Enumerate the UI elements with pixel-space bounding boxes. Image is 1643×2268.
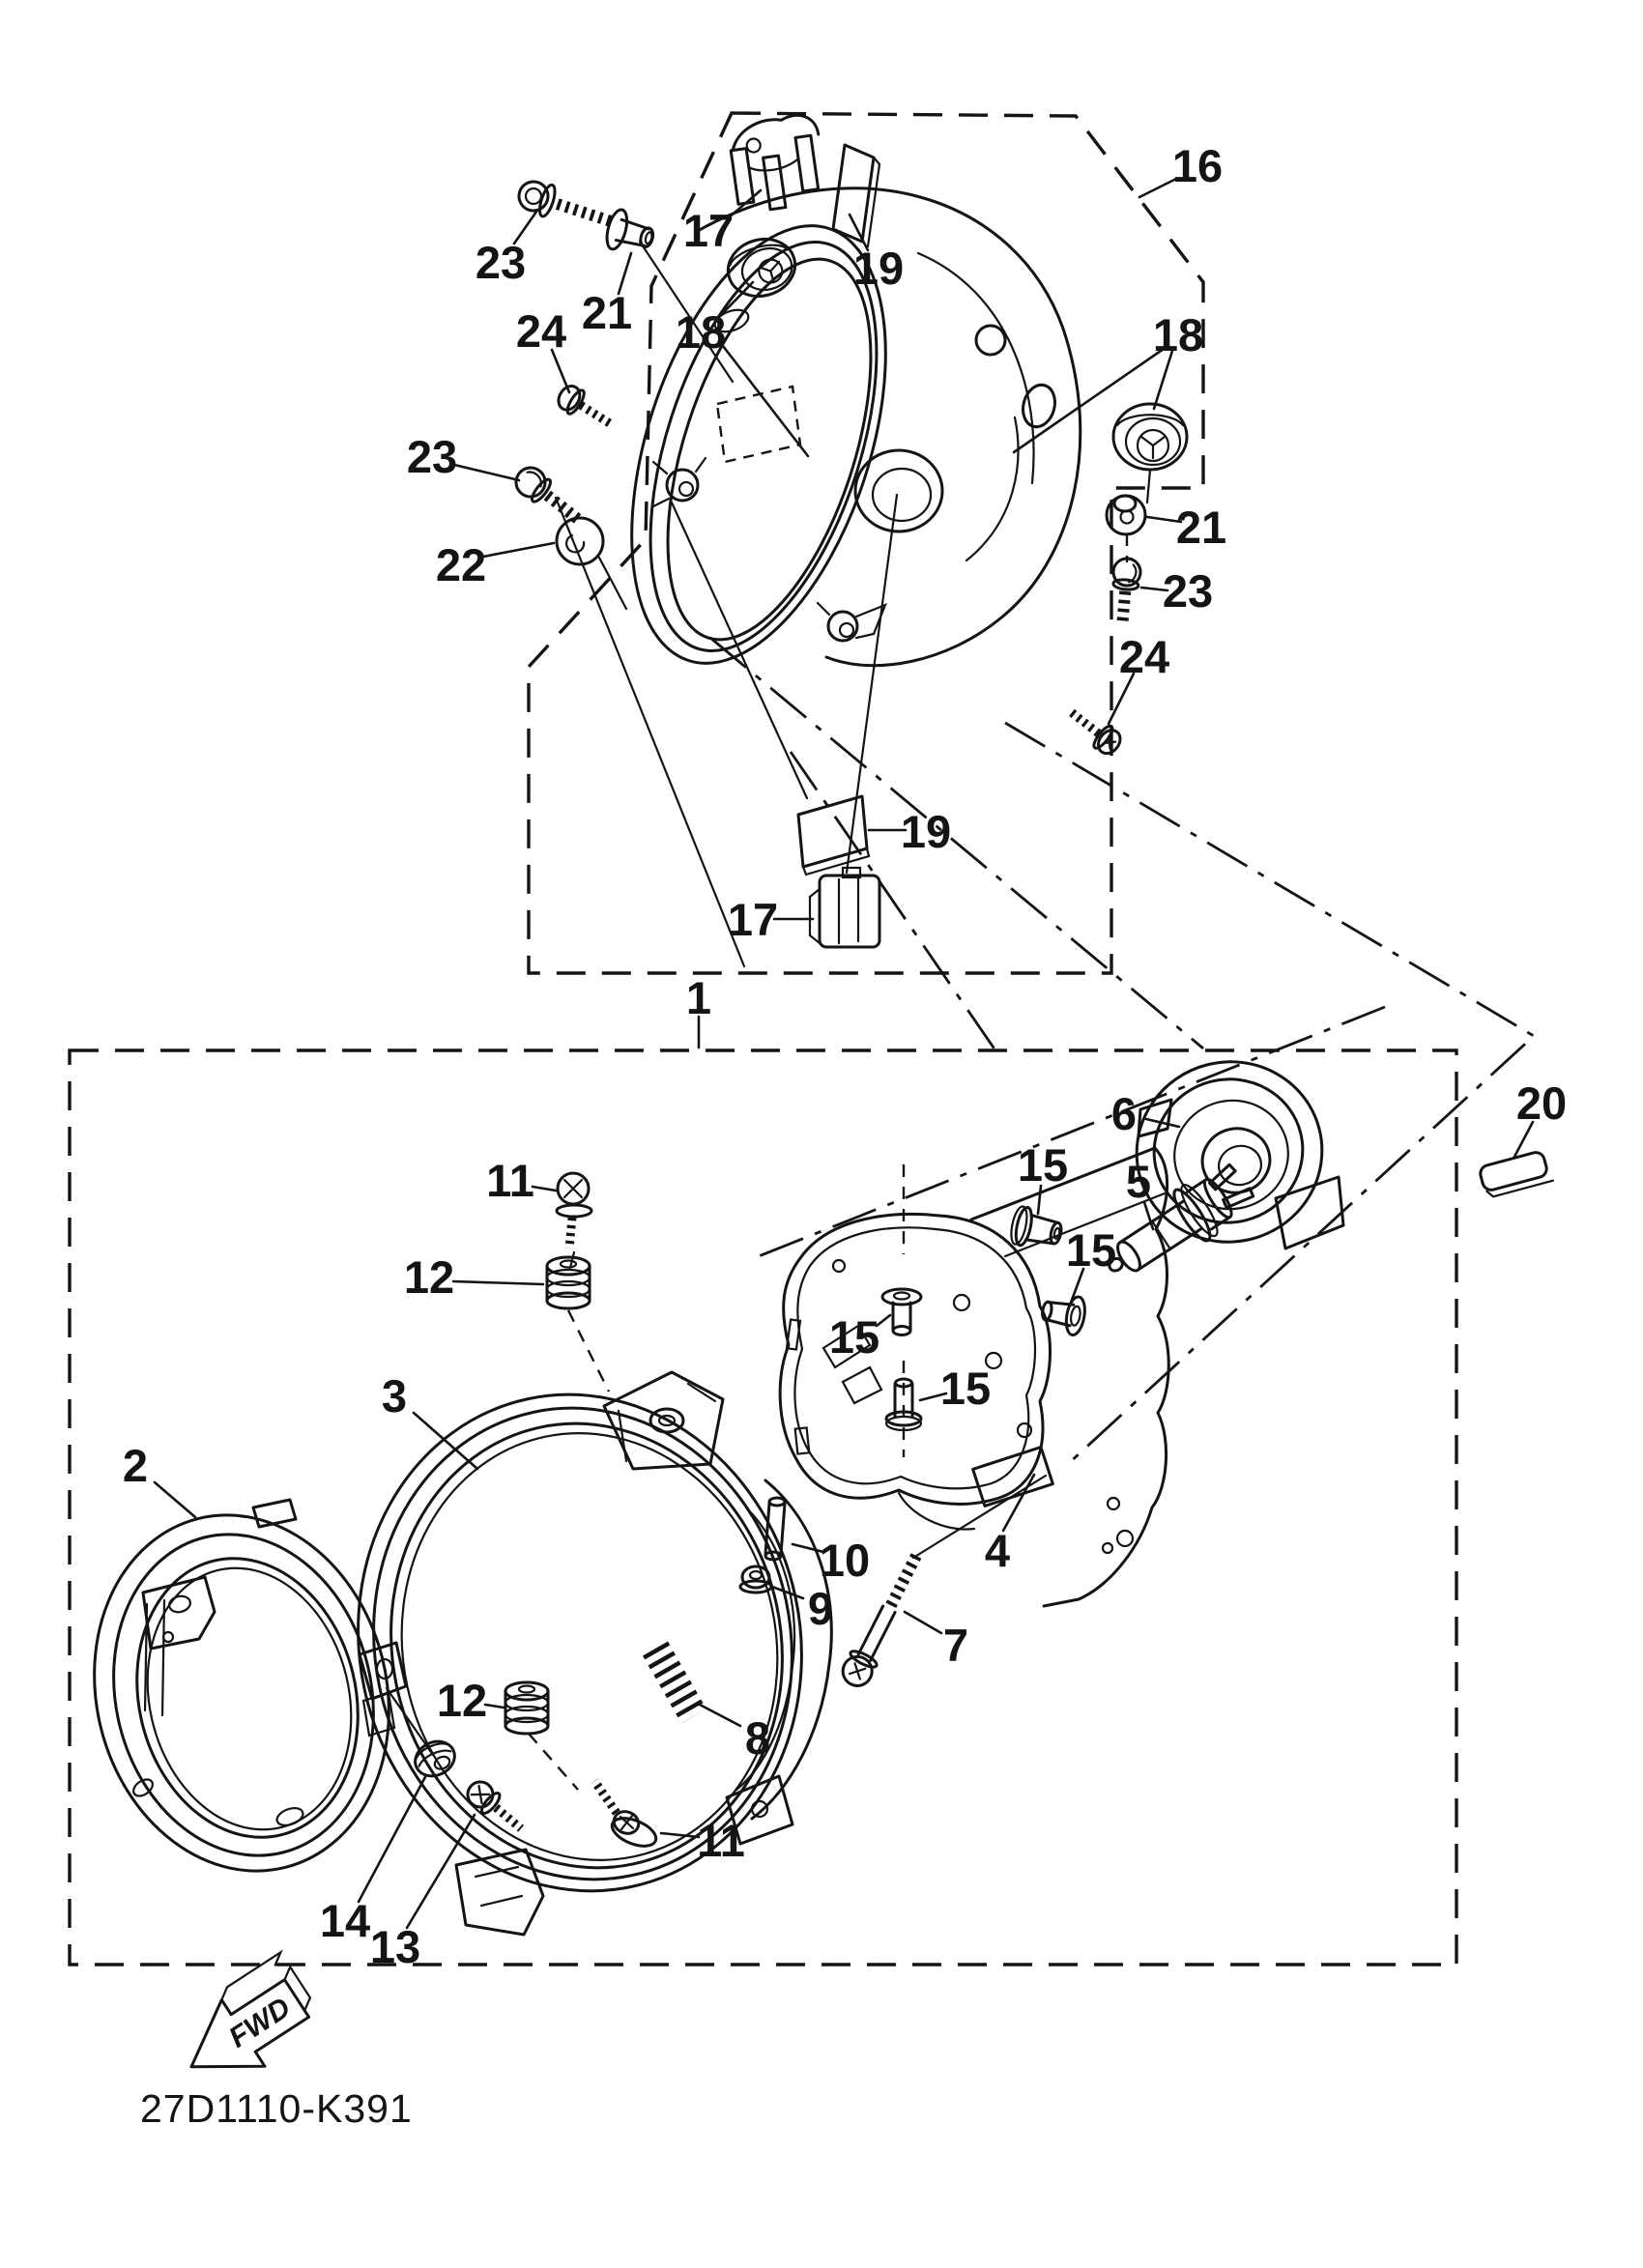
callout-15: 15 — [1065, 1224, 1117, 1276]
callout-14: 14 — [319, 1895, 371, 1946]
callout-21: 21 — [581, 287, 633, 338]
callout-12: 12 — [436, 1675, 488, 1726]
callout-19: 19 — [900, 806, 952, 857]
callout-17: 17 — [682, 205, 735, 256]
callout-10: 10 — [819, 1535, 871, 1586]
callout-4: 4 — [984, 1525, 1011, 1576]
part-code: 27D1110-K391 — [140, 2086, 413, 2131]
callout-8: 8 — [744, 1712, 771, 1764]
callout-24: 24 — [1118, 631, 1170, 682]
callout-15: 15 — [828, 1311, 880, 1363]
callout-18: 18 — [1152, 309, 1204, 360]
callout-5: 5 — [1125, 1156, 1152, 1207]
callout-19: 19 — [852, 243, 905, 294]
callout-6: 6 — [1110, 1088, 1138, 1139]
callout-3: 3 — [381, 1370, 408, 1421]
callout-15: 15 — [939, 1363, 992, 1414]
callout-12: 12 — [403, 1251, 455, 1303]
callout-15: 15 — [1017, 1139, 1069, 1191]
callout-13: 13 — [369, 1921, 421, 1972]
callout-23: 23 — [406, 431, 458, 482]
callout-16: 16 — [1171, 140, 1224, 191]
callout-7: 7 — [942, 1620, 969, 1671]
fwd-label: FWD — [223, 1991, 297, 2054]
callout-18: 18 — [675, 306, 727, 358]
callout-23: 23 — [475, 237, 527, 288]
callout-23: 23 — [1162, 565, 1214, 617]
callout-1: 1 — [685, 972, 712, 1023]
callout-20: 20 — [1515, 1077, 1568, 1129]
callout-24: 24 — [515, 305, 567, 357]
callout-17: 17 — [727, 894, 779, 945]
callout-11: 11 — [486, 1155, 534, 1206]
callout-2: 2 — [122, 1440, 149, 1491]
callout-11: 11 — [697, 1815, 745, 1866]
callout-22: 22 — [435, 539, 487, 590]
callout-21: 21 — [1175, 502, 1227, 553]
callout-9: 9 — [807, 1583, 834, 1634]
